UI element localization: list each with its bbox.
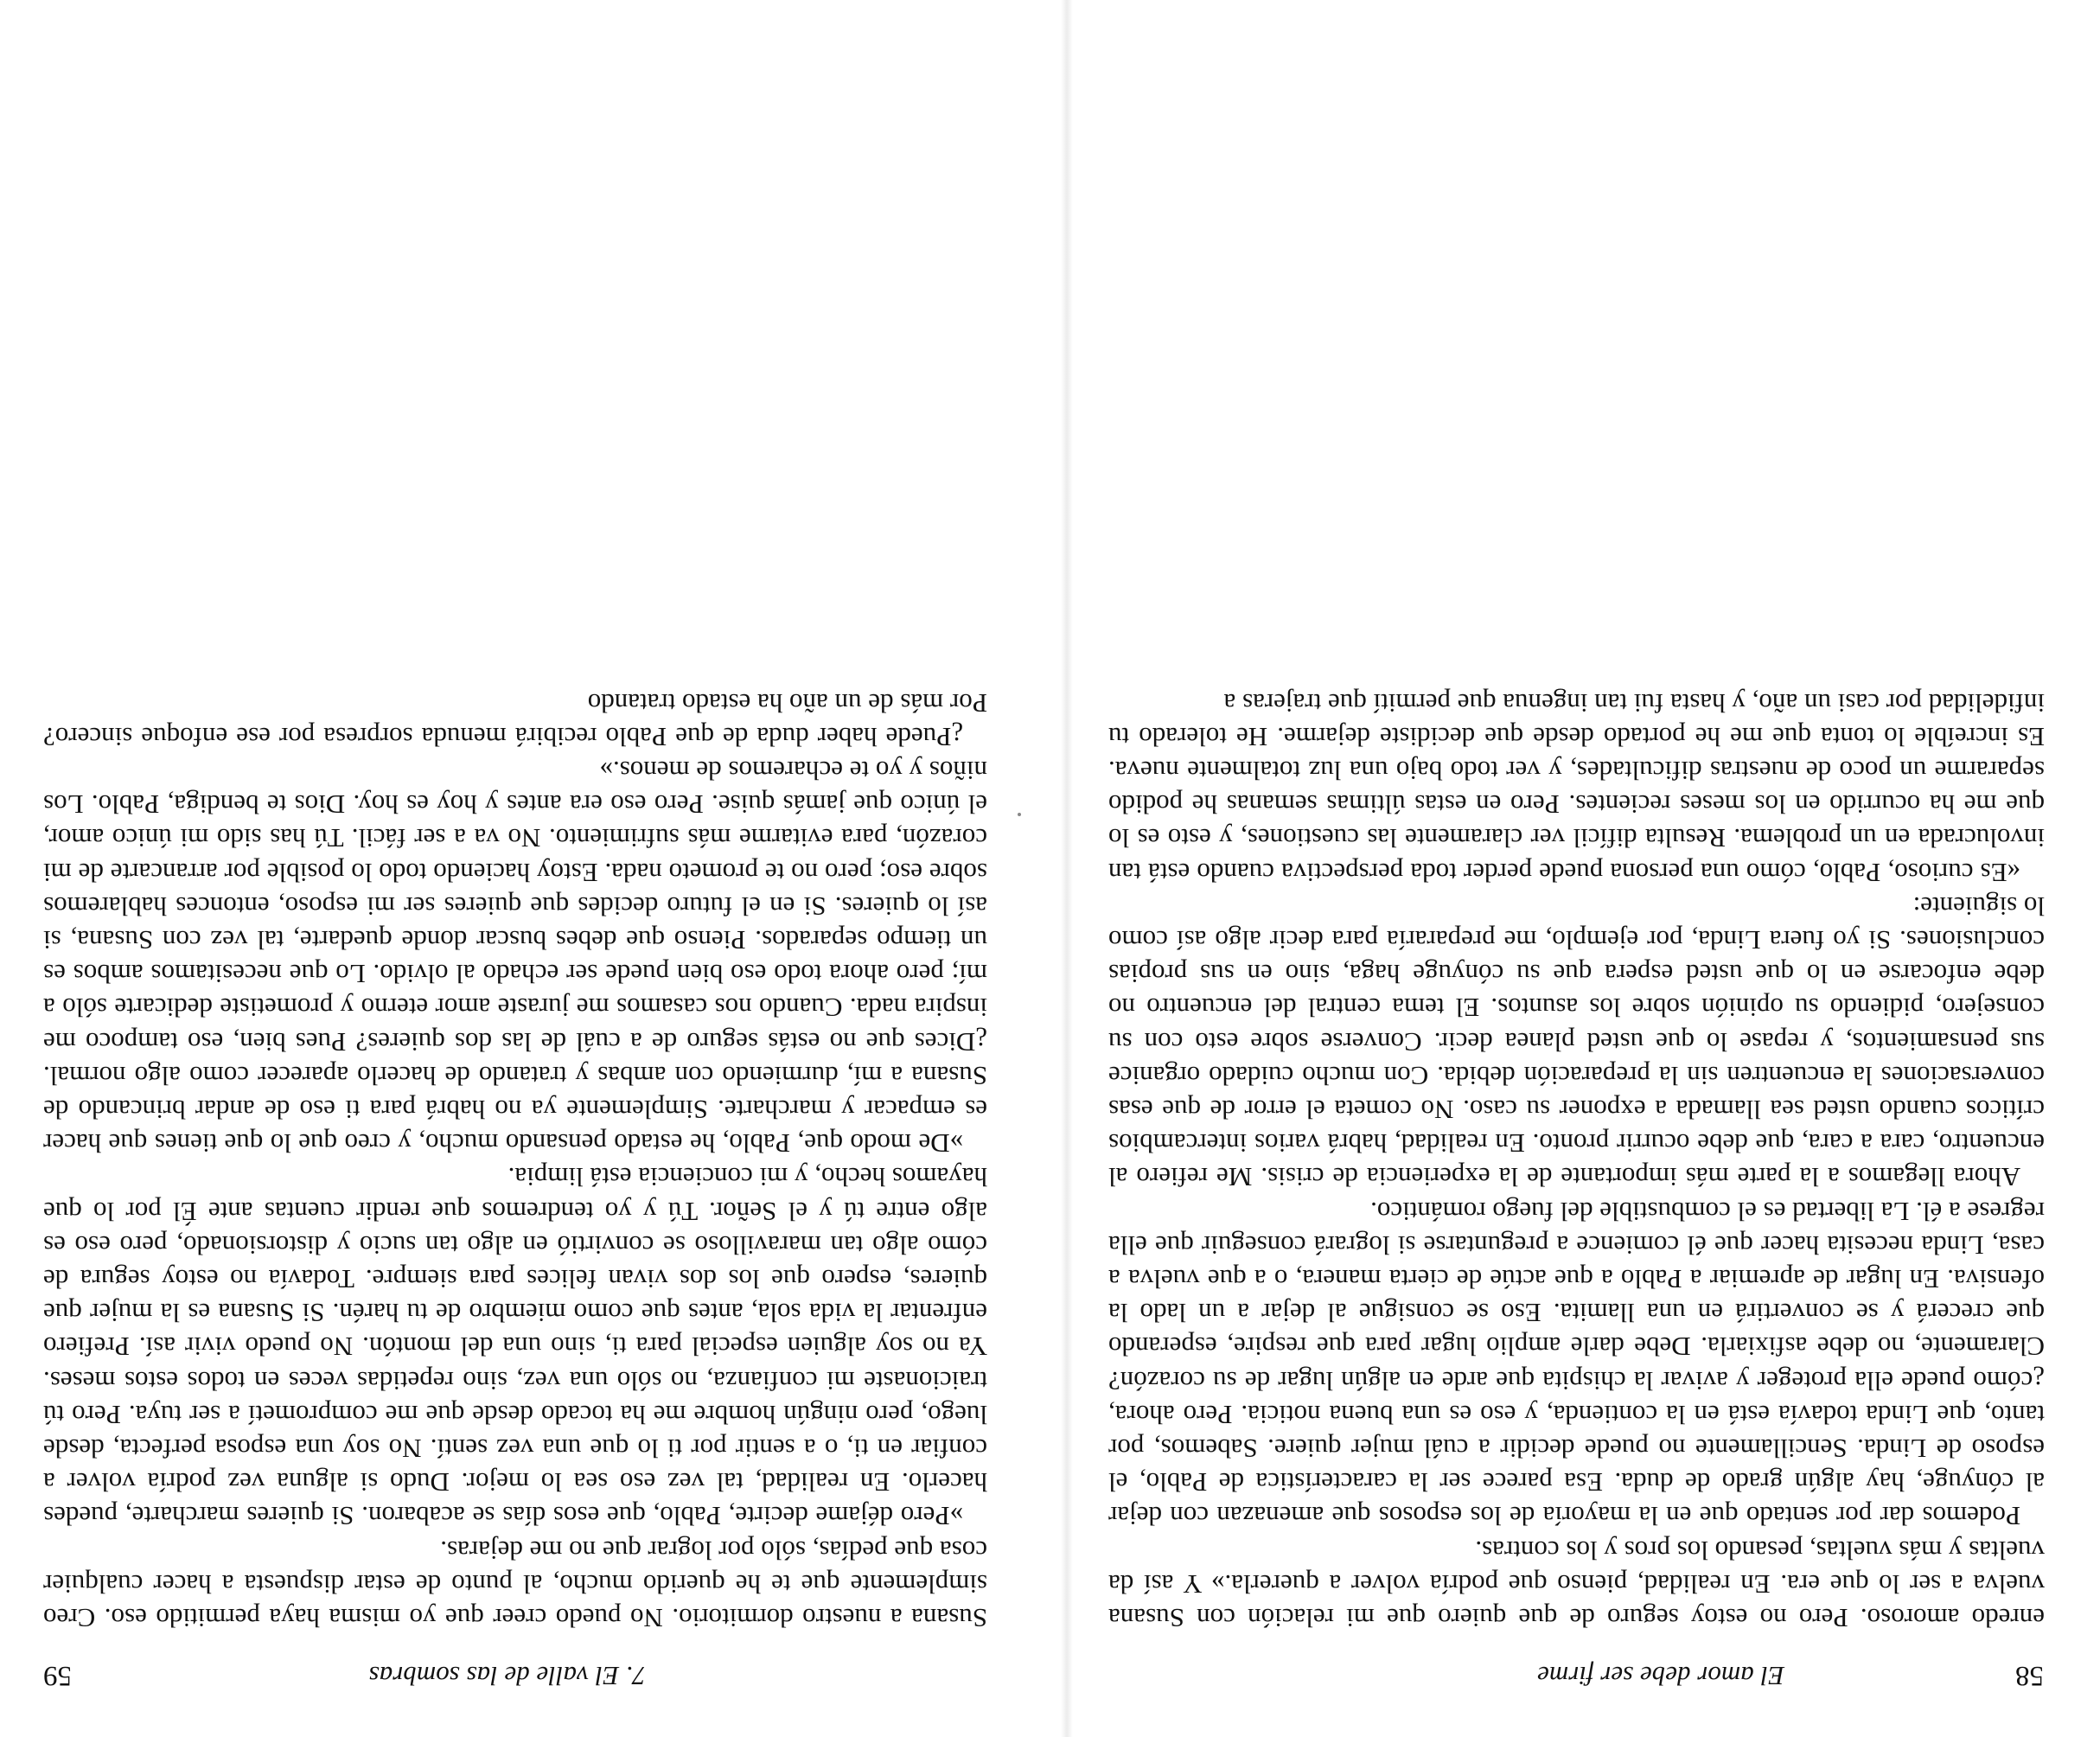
scan-speck	[1018, 813, 1021, 816]
running-head: 7. El valle de las sombras	[368, 1661, 646, 1691]
paragraph: »Pero déjame decirte, Pablo, que esos días se acabaron. Si quieres marcharte, puedes hacerlo. En realidad, tal vez eso sea lo mejor. Dudo si alguna vez podría volver a confiar en ti, o a sentir por ti lo que una vez sentí. No soy una esposa perfecta, desde luego, pero ningún hombre me ha tocado desde que me comprometí a ser tuya. Pero tú traicionaste mi confianza, no sólo una vez, sino repetidas veces en todos estos meses. Ya no soy alguien especial para ti, sino una del montón. No puedo vivir así. Prefiero enfrentar la vida sola, antes que como miembro de tu harén. Si Susana es la mujer que quieres, espero que los dos vivan felices para siempre. Todavía no estoy segura de cómo algo tan maravilloso se convirtió en algo tan sucio y distorsionado, pero eso es algo entre tú y el Señor. Tú y yo tendremos que rendir cuentas ante Él por lo que hayamos hecho, y mi conciencia está limpia.	[43, 1162, 987, 1532]
paragraph: Ahora llegamos a la parte más importante de la experiencia de crisis. Me refiero al encuentro, cara a cara, que debe ocurrir pronto. En realidad, habrá varios intercambios críticos cuando usted sea llamada a exponer su caso. No cometa el error de que esas conversaciones la encuentren sin la preparación debida. Con mucho cuidado organice sus pensamientos, y repase lo que usted planea decir. Converse sobre esto con su consejero, pidiendo su opinión sobre los asuntos. El tema central del encuentro no debe enfocarse en lo que usted espera que su cónyuge haga, sino en sus propias conclusiones. Si yo fuera Linda, por ejemplo, me prepararía para decir algo así como lo siguiente:	[1108, 891, 2045, 1193]
page-header	[1107, 1653, 2044, 1698]
page-body	[43, 686, 987, 1635]
paragraph: Podemos dar por sentado que en la mayoría de los esposos que amenazan con dejar al cónyuge, hay algún grado de duda. Esa parece ser la característica de Pablo, el esposo de Linda. Sencillamente no puede decidir a cuál mujer quiere. Sabemos, por tanto, que Linda todavía está en la contienda, y eso es una buena noticia. Pero ahora, ¿cómo puede ella proteger y avivar la chispita que arde en algún lugar de su corazón? Claramente, no debe asfixiarla. Debe darle amplio lugar para que respire, esperando que crecerá y se convertirá en una llamita. Eso se consigue al dejar a un lado la ofensiva. En lugar de apremiar a Pablo a que actúe de cierta manera, o a que vuelva a casa, Linda necesita hacer que él comience a preguntarse si logrará conseguir que ella regrese a él. La libertad es el combustible del fuego romántico.	[1108, 1196, 2045, 1532]
paragraph: »De modo que, Pablo, he estado pensando mucho, y creo que lo que tienes que hacer es empacar y marcharte. Simplemente ya no habrá para ti eso de andar brincando de Susana a mí, durmiendo con ambas y tratando de hacerlo aparecer como algo normal. ¿Dices que no estás seguro de a cuál de las dos quieres? Pues bien, eso tampoco me inspira nada. Cuando nos casamos me juraste amor eterno y prometiste dedicarte sólo a mí; pero ahora todo eso bien puede ser echado al olvido. Lo que necesitamos ambos es un tiempo separados. Pienso que debes buscar donde quedarte, tal vez con Susana, si así lo quieres. Si en el futuro decides que quieres ser mi esposo, entonces hablaremos sobre eso; pero no te prometo nada. Estoy haciendo todo lo posible por arrancarte de mi corazón, para evitarme más sufrimiento. No va a ser fácil. Tú has sido mi único amor, el único que jamás quise. Pero eso era antes y hoy es hoy. Dios te bendiga, Pablo. Los niños y yo te echaremos de menos.»	[43, 755, 987, 1159]
page-body	[1108, 686, 2045, 1635]
page-header	[43, 1653, 987, 1698]
page-number: 59	[43, 1660, 72, 1691]
paragraph: enredo amoroso. Pero no estoy seguro de que quiero que mi relación con Susana vuelva a ser lo que era. En realidad, pienso que podría volver a quererla.» Y así da vueltas y más vueltas, pesando los pros y los contras.	[1108, 1535, 2045, 1633]
paragraph: ¿Puede haber duda de que Pablo recibirá menuda sorpresa por ese enfoque sincero? Por más de un año ha estado tratando	[43, 687, 987, 752]
page-number: 58	[2015, 1660, 2044, 1691]
left-page	[1067, 0, 2100, 1737]
running-head: El amor debe ser firme	[1537, 1661, 1784, 1691]
paragraph: Susana a nuestro dormitorio. No puedo creer que yo misma haya permitido eso. Creo simplemente que te he querido mucho, al punto de estar dispuesta a hacer cualquier cosa que pedías, sólo por lograr que no me dejaras.	[43, 1535, 987, 1633]
paragraph: «Es curioso, Pablo, cómo una persona puede perder toda perspectiva cuando está tan involucrada en un problema. Resulta difícil ver claramente las cuestiones, y esto es lo que me ha ocurrido en los meses recientes. Pero en estas últimas semanas he podido separarme un poco de nuestras dificultades, y ver todo bajo una luz totalmente nueva. Es increíble lo tonta que me he portado desde que decidiste dejarme. He tolerado tu infidelidad por casi un año, y hasta fui tan ingenua que permití que trajeras a	[1108, 687, 2045, 888]
